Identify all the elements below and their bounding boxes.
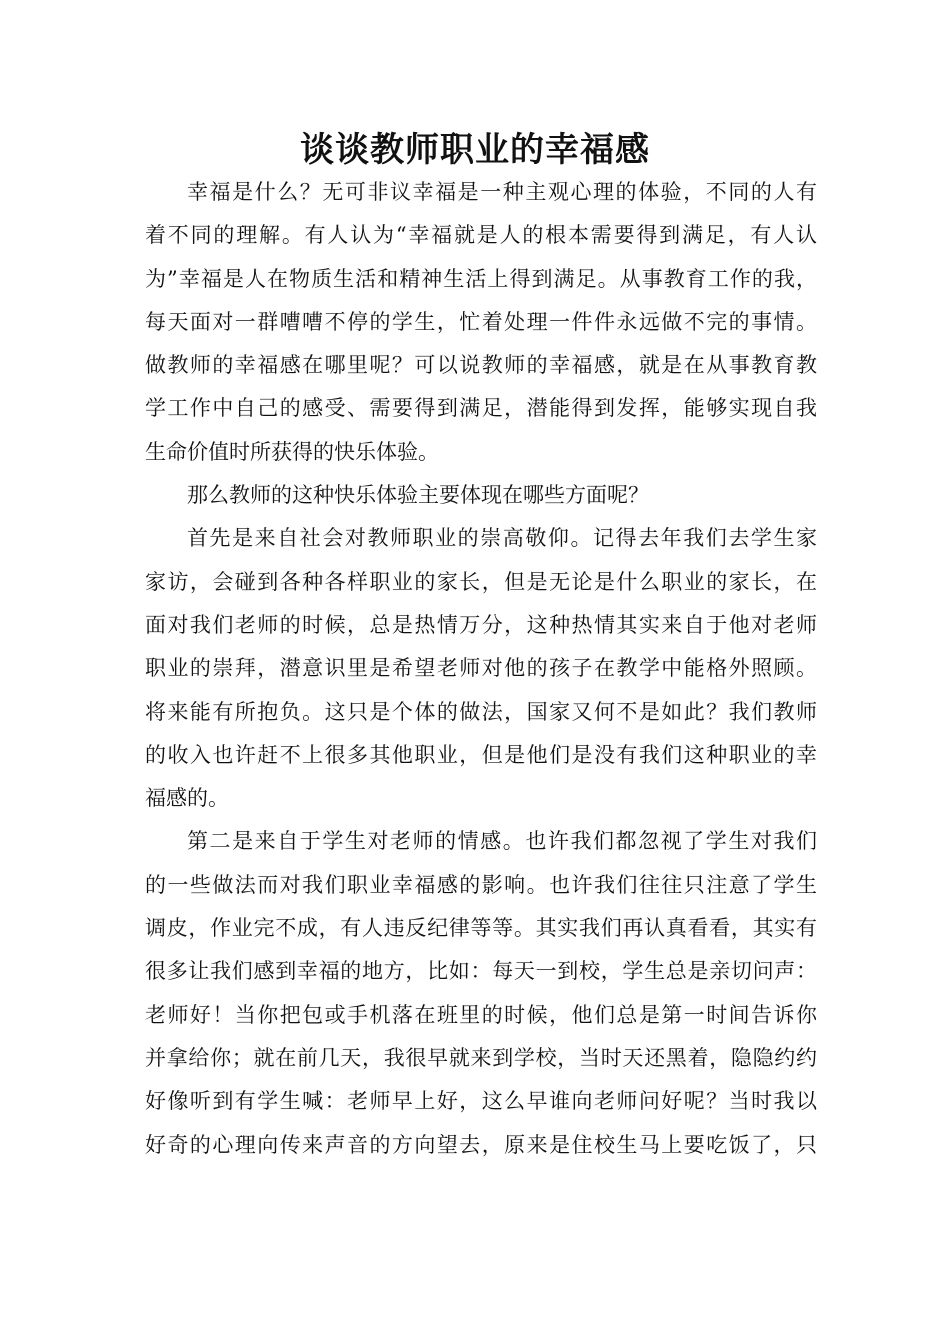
text-line: 家访，会碰到各种各样职业的家长，但是无论是什么职业的家长，在 [145,569,817,594]
text-line: 的一些做法而对我们职业幸福感的影响。也许我们往往只注意了学生 [145,872,817,897]
text-line: 每天面对一群嘈嘈不停的学生，忙着处理一件件永远做不完的事情。 [145,309,817,334]
text-line: 的收入也许赶不上很多其他职业，但是他们是没有我们这种职业的幸 [145,742,817,767]
text-line: 面对我们老师的时候，总是热情万分，这种热情其实来自于他对老师 [145,612,817,637]
text-line: 为”幸福是人在物质生活和精神生活上得到满足。从事教育工作的我， [145,266,817,291]
text-line: 将来能有所抱负。这只是个体的做法，国家又何不是如此？我们教师 [145,699,817,724]
text-line: 并拿给你；就在前几天，我很早就来到学校，当时天还黑着，隐隐约约 [145,1045,817,1070]
text-line: 首先是来自社会对教师职业的崇高敬仰。记得去年我们去学生家 [187,526,817,551]
text-line: 很多让我们感到幸福的地方，比如：每天一到校，学生总是亲切问声： [145,959,817,984]
text-line: 福感的。 [145,786,229,811]
text-line: 调皮，作业完不成，有人违反纪律等等。其实我们再认真看看，其实有 [145,916,817,941]
text-line: 老师好！当你把包或手机落在班里的时候，他们总是第一时间告诉你 [145,1002,817,1027]
text-line: 生命价值时所获得的快乐体验。 [145,439,439,464]
text-line: 学工作中自己的感受、需要得到满足，潜能得到发挥，能够实现自我 [145,396,817,421]
text-line: 好奇的心理向传来声音的方向望去，原来是住校生马上要吃饭了，只 [145,1132,817,1157]
document-body [145,171,817,1167]
text-line: 着不同的理解。有人认为“幸福就是人的根本需要得到满足，有人认 [145,223,817,248]
document-title: 谈谈教师职业的幸福感 [300,130,650,170]
text-line: 幸福是什么？无可非议幸福是一种主观心理的体验，不同的人有 [187,180,817,204]
text-line: 职业的崇拜，潜意识里是希望老师对他的孩子在教学中能格外照顾。 [145,656,817,681]
text-line: 做教师的幸福感在哪里呢？可以说教师的幸福感，就是在从事教育教 [145,353,817,378]
text-line: 那么教师的这种快乐体验主要体现在哪些方面呢？ [187,483,649,508]
text-line: 好像听到有学生喊：老师早上好，这么早谁向老师问好呢？当时我以 [145,1089,817,1114]
text-line: 第二是来自于学生对老师的情感。也许我们都忽视了学生对我们 [187,829,817,854]
